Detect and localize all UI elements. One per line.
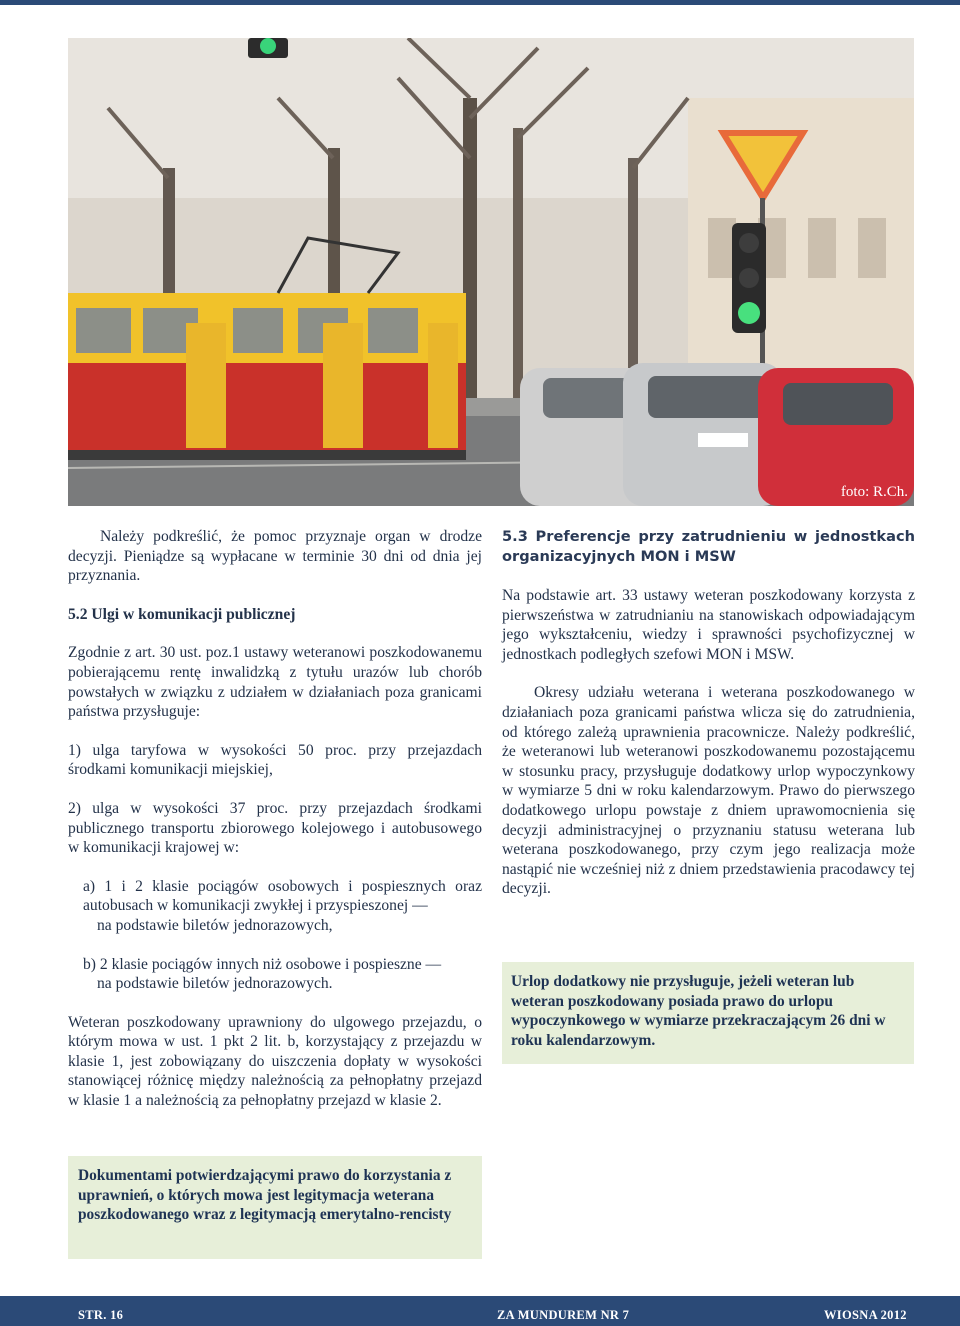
sub-item-continuation: na podstawie biletów jednorazowych.: [97, 975, 333, 993]
paragraph: Na podstawie art. 33 ustawy weteran poszkodowany korzysta z pierwszeństwa w zatrudnianiu na stanowiskach odpowiadającym jego wykształceniu, wiedzy i sprawności psychofizycznej w jednostkach podległych szefowi MON i MSW.: [502, 587, 915, 663]
page-footer: [0, 1296, 960, 1326]
paragraph: Należy podkreślić, że pomoc przyznaje organ w drodze decyzji. Pieniądze są wypłacane w terminie 30 dni od dnia jej przyznania.: [68, 528, 482, 585]
sub-item-text: b) 2 klasie pociągów innych niż osobowe i pospieszne —: [83, 955, 442, 973]
right-column: [502, 527, 915, 899]
highlight-text: Dokumentami potwierdzającymi prawo do korzystania z uprawnień, o których mowa jest legitymacja weterana poszkodowanego wraz z legitymacją emerytalno-rencisty: [78, 1167, 452, 1223]
tram-street-image: [68, 38, 914, 506]
left-column: [68, 527, 482, 1111]
highlight-text: Urlop dodatkowy nie przysługuje, jeżeli weteran lub weteran poszkodowany posiada prawo do urlopu wypoczynkowego w wymiarze przekraczającym 26 dni w roku kalendarzowym.: [511, 973, 886, 1049]
paragraph: Weteran poszkodowany uprawniony do ulgowego przejazdu, o którym mowa w ust. 1 pkt 2 lit. b, korzystający z przejazdu w klasie 1, jest zobowiązany do uiszczenia dopłaty w wysokości stanowiącej różnicę między należnością za pełnopłatny przejazd w klasie 1 a należnością za pełnopłatny przejazd w klasie 2.: [68, 1013, 482, 1110]
issue-label: WIOSNA 2012: [824, 1308, 907, 1322]
sub-item-b: [68, 955, 482, 994]
street-photo: [68, 38, 914, 506]
highlight-box-documents: [68, 1156, 482, 1259]
paragraph: Okresy udziału weterana i weterana poszkodowanego w działaniach poza granicami państwa wlicza się do zatrudnienia, od którego zależą uprawnienia pracownicze. Należy podkreślić, że weteranowi lub weteranowi poszkodowanemu pozostającemu w stosunku pracy, przysługuje dodatkowy urlop wypoczynkowy w wymiarze 5 dni w roku kalendarzowym. Prawo do pierwszego dodatkowego urlopu powstaje z dniem uprawomocnienia się decyzji administracyjnej o przyznaniu statusu weterana lub weterana poszkodowanego, przy czym jego realizacja może nastąpić nie wcześniej niż z dniem przedstawienia pracodawcy tej decyzji.: [502, 684, 915, 898]
top-rule: [0, 0, 960, 5]
section-heading-5-2: 5.2 Ulgi w komunikacji publicznej: [68, 605, 296, 623]
magazine-title: ZA MUNDUREM NR 7: [497, 1308, 630, 1322]
section-heading-5-3: 5.3 Preferencje przy zatrudnieniu w jednostkach organizacyjnych MON i MSW: [502, 528, 915, 565]
sub-item-continuation: na podstawie biletów jednorazowych,: [97, 916, 333, 934]
page-number: STR. 16: [78, 1308, 124, 1322]
sub-item-a: [68, 877, 482, 936]
list-item: 1) ulga taryfowa w wysokości 50 proc. przy przejazdach środkami komunikacji miejskiej,: [68, 741, 482, 779]
list-item: 2) ulga w wysokości 37 proc. przy przejazdach środkami publicznego transportu zbiorowego kolejowego i autobusowego w komunikacji krajowej w:: [68, 799, 482, 857]
sub-item-text: a) 1 i 2 klasie pociągów osobowych i pospiesznych oraz autobusach w komunikacji zwykłej i przyspieszonej —: [83, 877, 482, 915]
highlight-box-leave: [502, 962, 914, 1064]
paragraph: Zgodnie z art. 30 ust. poz.1 ustawy weteranowi poszkodowanemu pobierającemu rentę inwalidzką z tytułu urazów lub chorób powstałych w związku z udziałem w działaniach poza granicami państwa przysługuje:: [68, 644, 482, 721]
photo-credit: foto: R.Ch.: [840, 484, 908, 500]
